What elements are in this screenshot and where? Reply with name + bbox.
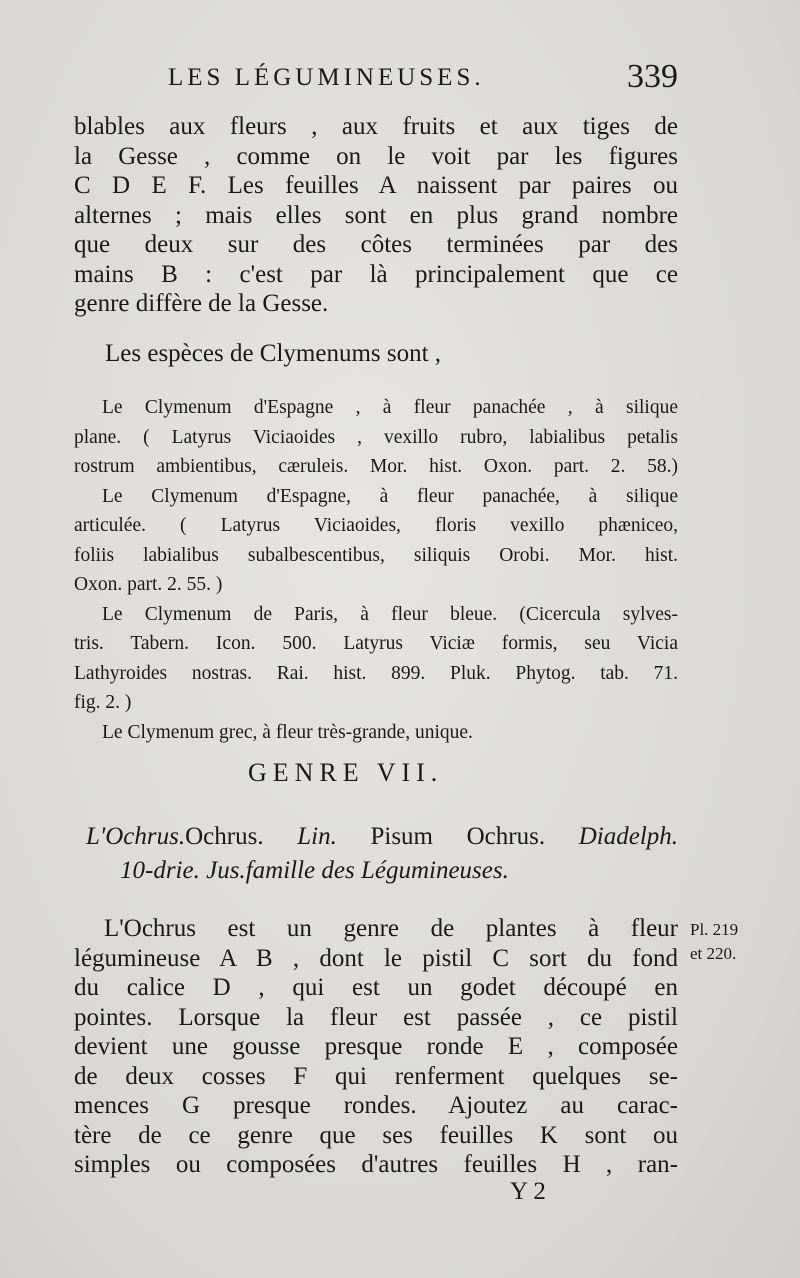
text-line: blables aux fleurs , aux fruits et aux tiges de: [74, 113, 678, 140]
text-line: mences G presque rondes. Ajoutez au carac-: [74, 1092, 678, 1119]
text-line: L'Ochrus est un genre de plantes à fleur: [104, 915, 678, 942]
species-line: tris. Tabern. Icon. 500. Latyrus Viciæ formis, seu Vicia: [74, 633, 678, 654]
margin-plate-reference: [690, 918, 790, 966]
genre-line-2: [86, 854, 678, 888]
paragraph-ochrus-description: [74, 914, 678, 1180]
linnaeus-ref: Lin.: [297, 823, 337, 850]
text-line: que deux sur des côtes terminées par des: [74, 231, 678, 258]
species-heading: Les espèces de Clymenums sont ,: [105, 340, 442, 367]
genre-title: GENRE VII.: [248, 758, 444, 787]
signature-mark: Y 2: [510, 1178, 546, 1205]
running-head: [168, 58, 678, 98]
species-line: rostrum ambientibus, cæruleis. Mor. hist. Oxon. part. 2. 58.): [74, 456, 678, 477]
text-line: la Gesse , comme on le voit par les figures: [74, 142, 678, 170]
species-list: [74, 393, 678, 747]
text-line: pointes. Lorsque la fleur est passée , ce pistil: [74, 1003, 678, 1031]
order-ref: 10-drie.: [120, 857, 200, 884]
text-line: de deux cosses F qui renferment quelques se-: [74, 1062, 678, 1090]
running-head-title: LES LÉGUMINEUSES.: [168, 64, 485, 91]
genre-subtitle: [86, 820, 678, 888]
species-line: Oxon. part. 2. 55. ): [74, 574, 223, 595]
text-line: devient une gousse presque ronde E , composée: [74, 1033, 678, 1060]
species-line: articulée. ( Latyrus Viciaoides, floris vexillo phæniceo,: [74, 515, 678, 536]
species-line: Lathyroides nostras. Rai. hist. 899. Pluk. Phytog. tab. 71.: [74, 662, 678, 684]
family-ref: famille des Légumineuses.: [245, 857, 509, 884]
species-line: plane. ( Latyrus Viciaoides , vexillo rubro, labialibus petalis: [74, 426, 678, 448]
text-line: tère de ce genre que ses feuilles K sont ou: [74, 1121, 678, 1149]
paragraph-clymenum-description: [74, 112, 678, 319]
jussieu-ref: Jus.: [206, 857, 246, 884]
species-line: fig. 2. ): [74, 692, 132, 713]
class-ref: Diadelph.: [578, 823, 679, 850]
species-line: Le Clymenum d'Espagne , à fleur panachée , à silique: [102, 397, 678, 418]
species-line: Le Clymenum grec, à fleur très-grande, unique.: [102, 721, 473, 743]
text-line: alternes ; mais elles sont en plus grand nombre: [74, 201, 678, 229]
text-line: genre diffère de la Gesse.: [74, 290, 329, 317]
species-line: Le Clymenum d'Espagne, à fleur panachée, à silique: [102, 485, 678, 507]
text-line: du calice D , qui est un godet découpé en: [74, 974, 678, 1001]
pisum-ref: Pisum Ochrus.: [370, 823, 546, 850]
species-line: foliis labialibus subalbescentibus, siliquis Orobi. Mor. hist.: [74, 544, 678, 566]
margin-note-line: et 220.: [690, 944, 737, 963]
text-line: légumineuse A B , dont le pistil C sort du fond: [74, 944, 678, 972]
genre-latin-name: Ochrus.: [185, 823, 264, 850]
species-line: Le Clymenum de Paris, à fleur bleue. (Cicercula sylves-: [102, 603, 678, 625]
page-number: 339: [627, 58, 678, 95]
text-line: mains B : c'est par là principalement que ce: [74, 260, 678, 288]
text-line: C D E F. Les feuilles A naissent par paires ou: [74, 172, 678, 199]
genre-line-1: [86, 820, 678, 854]
text-line: simples ou composées d'autres feuilles H , ran-: [74, 1151, 678, 1178]
genre-name: L'Ochrus.: [86, 823, 186, 850]
margin-note-line: Pl. 219: [690, 920, 739, 939]
